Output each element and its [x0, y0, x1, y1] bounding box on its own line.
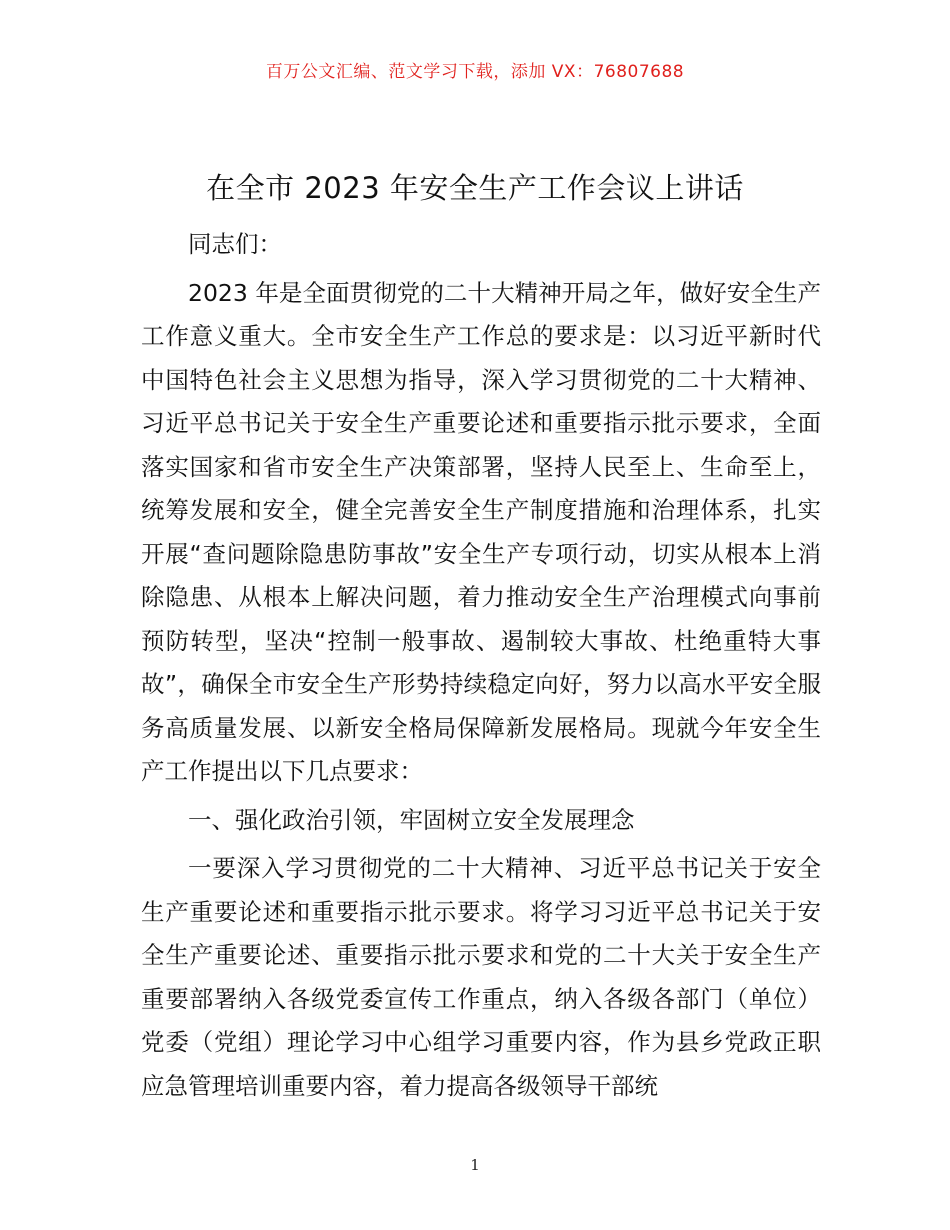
paragraph-section-1: 一要深入学习贯彻党的二十大精神、习近平总书记关于安全生产重要论述和重要指示批示要求。将学习习近平总书记关于安全生产重要论述、重要指示批示要求和党的二十大关于安全生产重要部署纳入各级党委宣传工作重点，纳入各级各部门（单位）党委（党组）理论学习中心组学习重要内容，作为县乡党政正职应急管理培训重要内容，着力提高各级领导干部统	[141, 854, 821, 1100]
paragraph-intro: 2023 年是全面贯彻党的二十大精神开局之年，做好安全生产工作意义重大。全市安全生产工作总的要求是：以习近平新时代中国特色社会主义思想为指导，深入学习贯彻党的二十大精神、习近平总书记关于安全生产重要论述和重要指示批示要求，全面落实国家和省市安全生产决策部署，坚持人民至上、生命至上，统筹发展和安全，健全完善安全生产制度措施和治理体系，扎实开展“查问题除隐患防事故”安全生产专项行动，切实从根本上消除隐患、从根本上解决问题，着力推动安全生产治理模式向事前预防转型，坚决“控制一般事故、遏制较大事故、杜绝重特大事故”，确保全市安全生产形势持续稳定向好，努力以高水平安全服务高质量发展、以新安全格局保障新发展格局。现就今年安全生产工作提出以下几点要求：	[141, 278, 821, 785]
document-title: 在全市 2023 年安全生产工作会议上讲话	[206, 171, 744, 205]
watermark-header: 百万公文汇编、范文学习下载，添加 VX：76807688	[265, 62, 685, 82]
salutation: 同志们：	[188, 230, 282, 258]
page-number: 1	[470, 1156, 480, 1174]
document-body	[141, 223, 821, 1113]
section-heading-1: 一、强化政治引领，牢固树立安全发展理念	[188, 805, 635, 834]
